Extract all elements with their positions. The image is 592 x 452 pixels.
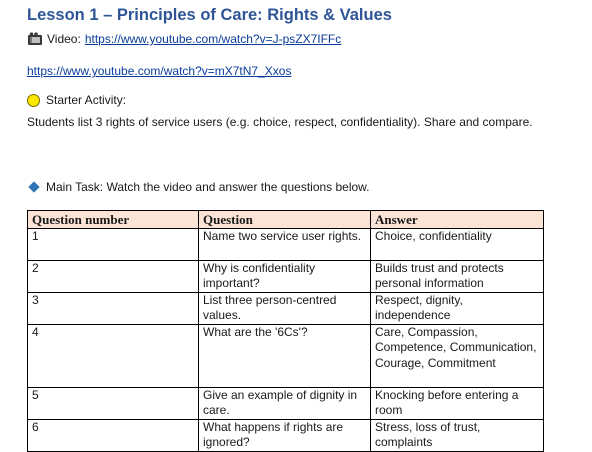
cell-question-number: 1 xyxy=(28,228,199,260)
table-row xyxy=(28,324,544,387)
table-row xyxy=(28,228,544,260)
header-question: Question xyxy=(199,211,371,229)
cell-question-number: 5 xyxy=(28,387,199,419)
cell-question: List three person-centred values. xyxy=(199,292,371,324)
cell-question: Give an example of dignity in care. xyxy=(199,387,371,419)
cell-question-number: 2 xyxy=(28,260,199,292)
cell-answer[interactable]: Choice, confidentiality xyxy=(371,228,544,260)
cell-question: What happens if rights are ignored? xyxy=(199,419,371,451)
cell-answer[interactable]: Respect, dignity, independence xyxy=(371,292,544,324)
video-link-2[interactable]: https://www.youtube.com/watch?v=mX7tN7_Xxos xyxy=(27,64,292,78)
video-link-1[interactable]: https://www.youtube.com/watch?v=J-psZX7IFFc xyxy=(84,32,342,46)
blue-diamond-icon xyxy=(28,181,39,192)
table-header-row xyxy=(28,211,544,229)
table-row xyxy=(28,387,544,419)
cell-question: Why is confidentiality important? xyxy=(199,260,371,292)
table-row xyxy=(28,292,544,324)
cell-question-number: 3 xyxy=(28,292,199,324)
main-task-heading xyxy=(27,180,370,194)
cell-question: What are the '6Cs'? xyxy=(199,324,371,387)
cell-question-number: 4 xyxy=(28,324,199,387)
main-task-text: Main Task: Watch the video and answer the questions below. xyxy=(46,180,370,194)
cell-answer[interactable]: Stress, loss of trust, complaints xyxy=(371,419,544,451)
starter-label: Starter Activity: xyxy=(46,93,127,107)
cell-answer[interactable]: Knocking before entering a room xyxy=(371,387,544,419)
starter-heading xyxy=(27,93,126,107)
yellow-circle-icon xyxy=(27,94,40,107)
starter-text: Students list 3 rights of service users (e.g. choice, respect, confidentiality). Share and compare. xyxy=(27,115,533,129)
table-row xyxy=(28,260,544,292)
cell-answer[interactable]: Builds trust and protects personal information xyxy=(371,260,544,292)
lesson-title: Lesson 1 – Principles of Care: Rights & Values xyxy=(27,6,392,24)
header-question-number: Question number xyxy=(28,211,199,229)
table-row xyxy=(28,419,544,451)
cell-question-number: 6 xyxy=(28,419,199,451)
cell-answer[interactable]: Care, Compassion, Competence, Communication, Courage, Commitment xyxy=(371,324,544,387)
video-link-2-line xyxy=(27,64,291,78)
video-label: Video: xyxy=(47,32,81,46)
video-line xyxy=(27,32,341,46)
question-table xyxy=(27,210,544,452)
cell-question: Name two service user rights. xyxy=(199,228,371,260)
header-answer: Answer xyxy=(371,211,544,229)
film-camera-icon xyxy=(27,32,43,46)
